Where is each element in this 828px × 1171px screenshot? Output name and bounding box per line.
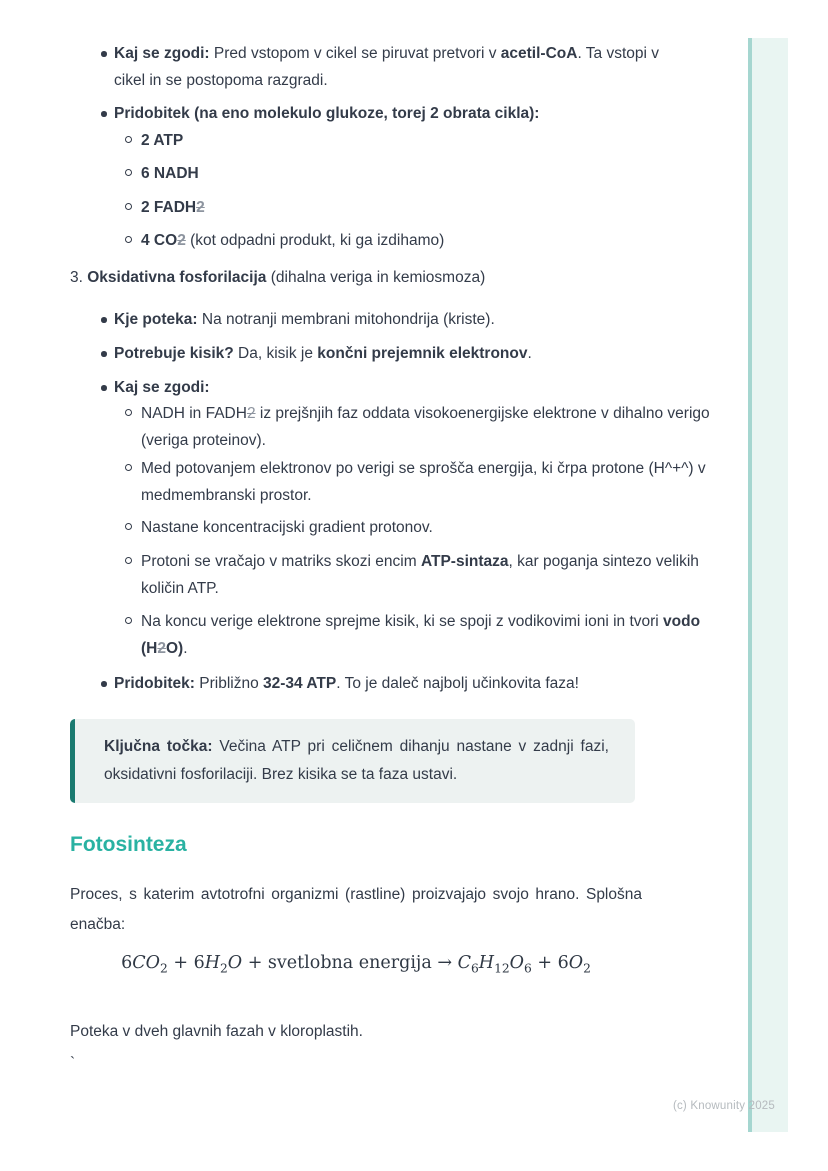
bullet-kaj-se-zgodi-krebs: Kaj se zgodi: Pred vstopom v cikel se piruvat pretvori v acetil-CoA. Ta vstopi v cikel in se postopoma razgradi. (70, 40, 686, 94)
section-heading-fotosinteza: Fotosinteza (70, 833, 187, 856)
copyright-footer: (c) Knowunity 2025 (672, 1100, 775, 1112)
equation-fotosinteza: $6CO_2 + 6H_2O$ + svetlobna energija → $C_6H_{12}O_6 + 6O_2$ (121, 953, 591, 976)
subbullet-kisik-voda: Na koncu verige elektrone sprejme kisik, ki se spoji z vodikovimi ioni in tvori vodo (H2O). (70, 608, 713, 662)
callout-kljucna-tocka: Ključna točka: Večina ATP pri celičnem dihanju nastane v zadnji fazi, oksidativni fosforilaciji. Brez kisika se ta faza ustavi. (70, 719, 635, 803)
subbullet-4-co2: 4 CO2 (kot odpadni produkt, ki ga izdihamo) (70, 227, 713, 254)
subbullet-nadh-fadh2-elektroni: NADH in FADH2 iz prejšnjih faz oddata visokoenergijske elektrone v dihalno verigo (veriga proteinov). (70, 400, 713, 454)
page-edge-accent-bar (748, 38, 788, 1132)
subbullet-2-atp: 2 ATP (70, 127, 713, 154)
bullet-pridobitek-krebs: Pridobitek (na eno molekulo glukoze, torej 2 obrata cikla): (70, 100, 686, 127)
stray-backtick: ` (70, 1055, 76, 1072)
bullet-pridobitek-oksfos: Pridobitek: Približno 32-34 ATP. To je daleč najbolj učinkovita faza! (70, 670, 686, 697)
subbullet-gradient-protonov: Nastane koncentracijski gradient protonov. (70, 514, 713, 541)
numbered-oksidativna-fosforilacija: 3. Oksidativna fosforilacija (dihalna veriga in kemiosmoza) (70, 269, 486, 286)
bullet-potrebuje-kisik: Potrebuje kisik? Da, kisik je končni prejemnik elektronov. (70, 340, 686, 367)
para-fotosinteza-uvod: Proces, s katerim avtotrofni organizmi (rastline) proizvajajo svojo hrano. Splošna enačba: (70, 886, 642, 933)
subbullet-2-fadh2: 2 FADH2 (70, 194, 713, 221)
bullet-kaj-se-zgodi-oksfos: Kaj se zgodi: (70, 374, 686, 401)
subbullet-atp-sintaza: Protoni se vračajo v matriks skozi encim ATP-sintaza, kar poganja sintezo velikih količin ATP. (70, 548, 713, 602)
subbullet-6-nadh: 6 NADH (70, 160, 713, 187)
bullet-kje-poteka: Kje poteka: Na notranji membrani mitohondrija (kriste). (70, 306, 686, 333)
para-poteka-v-fazah: Poteka v dveh glavnih fazah v kloroplastih. (70, 1023, 363, 1040)
subbullet-crpanje-protonov: Med potovanjem elektronov po verigi se sprošča energija, ki črpa protone (H^+^) v medmembranski prostor. (70, 455, 713, 509)
